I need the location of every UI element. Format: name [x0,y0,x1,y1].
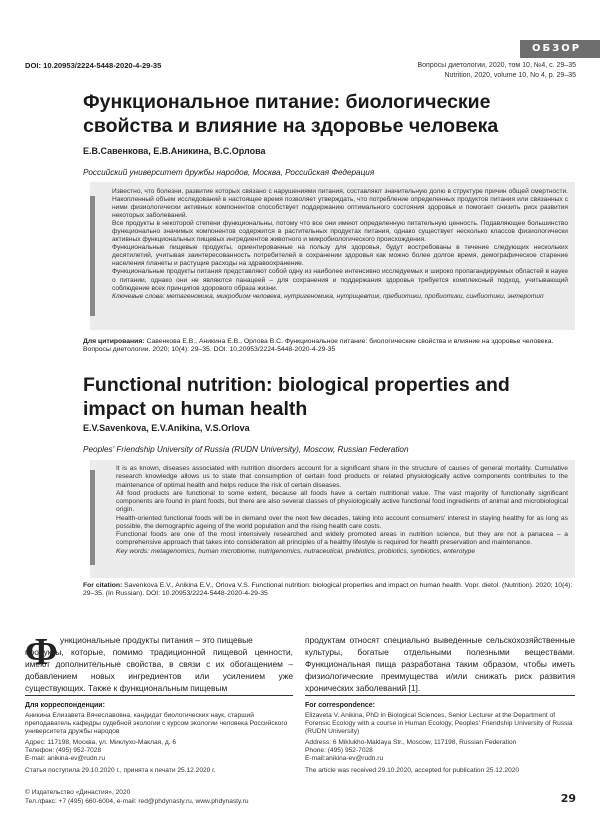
citation-ru-label: Для цитирования: [83,338,145,345]
authors-en: E.V.Savenkova, E.V.Anikina, V.S.Orlova [83,423,250,433]
correspondence-en-author: Elizaveta V. Anikina, PhD in Biological Sciences, Senior Lecturer at the Department of Forensic Ecology with a course in Human Ecology, Peoples' Friendship University of Russia (RUDN University) [305,712,573,736]
citation-ru [83,338,575,355]
keywords-en-label: Key words: [116,547,150,555]
abstract-ru-paragraph: Все продукты в некоторой степени функциональны, потому что все они имеют определенную питательную ценность. Подавляющее большинство функционально значимых компонентов содержится в растительных продуктах питания, однако существует несколько классов физиологически активных функциональных пищевых ингредиентов животного и микробиологического происхождения. [112,220,568,244]
keywords-ru-list: метагеномика, микробиом человека, нутригеномика, нутрицевтик, пребиотики, пробиотики, синбиотики, энтеротип [166,292,544,300]
keywords-en-list: metagenomics, human microbiome, nutrigenomics, nutraceutical, prebiotics, probiotics, synbiotics, enterotype [150,547,476,555]
keywords-en [116,548,568,556]
abstract-ru-paragraph: Известно, что болезни, развитие которых связано с нарушениями питания, составляют значительную долю в структуре причин общей смертности. Накопленный объем исследований в настоящее время позволяет утверждать, что потребление определенных продуктов питания или связанных с ними физиологически активных компонентов способствует поддержанию оптимального состояния здоровья и помогает снизить риск развития некоторых заболеваний. [112,188,568,220]
abstract-en-paragraph: Functional foods are one of the most intensively researched and widely promoted areas in nutrition science, but they are not a panacea – a comprehensive approach that takes into consideration all principles of a healthy lifestyle is required for health preservation and maintenance. [116,531,568,547]
abstract-en-paragraph: Health-oriented functional foods will be in demand over the next few decades, taking into account consumers' interest in staying healthy for as long as possible, the demographic ageing of the world population and the rising health care costs. [116,514,568,530]
journal-ref-en: Nutrition, 2020, volume 10, No 4, p. 29–35 [444,71,576,79]
title-ru: Функциональное питание: биологические свойства и влияние на здоровье человека [83,91,499,137]
correspondence-ru-phone: Телефон: (495) 952-7028 [25,747,102,755]
section-tag: ОБЗОР [520,40,600,58]
body-column-left [25,631,293,694]
correspondence-en-dates: The article was received 29.10.2020, accepted for publication 25.12.2020 [305,766,520,774]
affiliation-en: Peoples' Friendship University of Russia (RUDN University), Moscow, Russian Federation [83,445,409,454]
divider-right [305,695,575,696]
abstract-ru-paragraph: Функциональные продукты питания представляют собой одну из наиболее интенсивно исследуемых и широко пропагандируемых областей в науке о питании, однако они не являются панацеей – для сохранения и поддержания здоровья требуется комплексный подход, учитывающий соблюдение всех принципов здорового образа жизни. [112,268,568,292]
authors-ru: Е.В.Савенкова, Е.В.Аникина, В.С.Орлова [83,146,266,156]
abstract-en [116,465,568,556]
correspondence-ru-email[interactable]: E-mail: anikina-ev@rudn.ru [25,755,105,763]
citation-en [83,582,575,599]
doi[interactable]: DOI: 10.20953/2224-5448-2020-4-29-35 [25,61,162,70]
citation-ru-text: Савенкова Е.В., Аникина Е.В., Орлова В.С. Функциональное питание: биологические свойства и влияние на здоровье человека. Вопросы диетологии. 2020; 10(4): 29–35. DOI: 10.20953/2224-5448-2020-4-29-35 [83,338,554,354]
keywords-ru-label: Ключевые слова: [112,292,165,300]
dropcap: Ф [25,631,58,673]
affiliation-ru: Российский университет дружбы народов, Москва, Российская Федерация [83,168,375,177]
correspondence-ru-label: Для корреспонденции: [25,702,105,709]
journal-ref-ru: Вопросы диетологии, 2020, том 10, №4, с. 29–35 [417,62,576,69]
citation-en-label: For citation: [83,582,123,589]
correspondence-ru-dates: Статья поступила 29.10.2020 г., принята к печати 25.12.2020 г. [25,766,216,774]
abstract-ru-paragraph: Функциональные пищевые продукты, ориентированные на пользу для здоровья, будут востребованы в течение следующих нескольких десятилетий, учитывая заинтересованность потребителей в сохранении здоровья как можно более долгое время, демографическое старение населения планеты и растущие расходы на здравоохранение. [112,244,568,268]
copyright-notice: © Издательство «Династия», 2020 [25,789,131,796]
correspondence-en-label: For correspondence: [305,702,376,709]
correspondence-ru [25,702,293,775]
correspondence-ru-address: Адрес: 117198, Москва, ул. Миклухо-Маклая, д. 6 [25,739,177,747]
title-en: Functional nutrition: biological properties and impact on human health [83,374,510,420]
divider-left [25,695,293,696]
journal-reference [417,61,576,80]
abstract-en-paragraph: It is as known, diseases associated with nutrition disorders account for a significant share in the structure of causes of general mortality. Cumulative research knowledge allows us to state that consumption of certain food products or related physiologically active components contributes to the maintenance of optimal health and helps reduce the risk of certain diseases. [116,465,568,489]
correspondence-en-phone: Phone: (495) 952-7028 [305,747,373,755]
abstract-en-paragraph: All food products are functional to some extent, because all foods have a certain nutritional value. The vast majority of functionally significant components are found in plant foods, but there are also several classes of physiologically active functional food ingredients of animal and microbiological origin. [116,489,568,514]
publisher-contacts[interactable]: Тел./факс: +7 (495) 660-6004, e-mail: red@phdynasty.ru, www.phdynasty.ru [25,797,249,805]
abstract-ru-accent-bar [90,196,95,316]
footer-publisher [25,789,249,806]
body-first-line: ункциональные продукты питания – это пищевые [60,635,253,645]
body-left-text: продукты, которые, помимо традиционной пищевой ценности, имеют дополнительные свойства, в связи с их обогащением – добавлением новых ингредиентов или усилением уже существующих. Также к функциональным пищевым [25,647,293,694]
page-number: 29 [560,792,576,805]
correspondence-en-address: Address: 6 Miklukho-Maklaya Str., Moscow, 117198, Russian Federation [305,739,517,747]
body-column-right: продуктам относят специально выведенные сельскохозяйственные культуры, богатые отдельными полезными веществами. Функциональная пища разработана таким образом, чтобы иметь физиологические преимущества и/или снижать риск развития хронических заболеваний [1]. [305,635,575,694]
correspondence-en [305,702,575,775]
correspondence-en-email[interactable]: E-mail:anikina-ev@rudn.ru [305,755,384,763]
citation-en-text: Savenkova E.V., Anikina E.V., Orlova V.S. Functional nutrition: biological properties and impact on human health. Vopr. dietol. (Nutrition). 2020; 10(4): 29–35. (In Russian). DOI: 10.20953/2224-5448-2020-4-29-35 [83,582,573,598]
correspondence-ru-author: Аникина Елизавета Вячеславовна, кандидат биологических наук, старший преподаватель кафедры судебной экологии с курсом экологии человека Российского университета дружбы народов [25,712,288,736]
abstract-en-accent-bar [90,470,95,565]
abstract-ru [112,188,568,301]
keywords-ru [112,293,568,301]
